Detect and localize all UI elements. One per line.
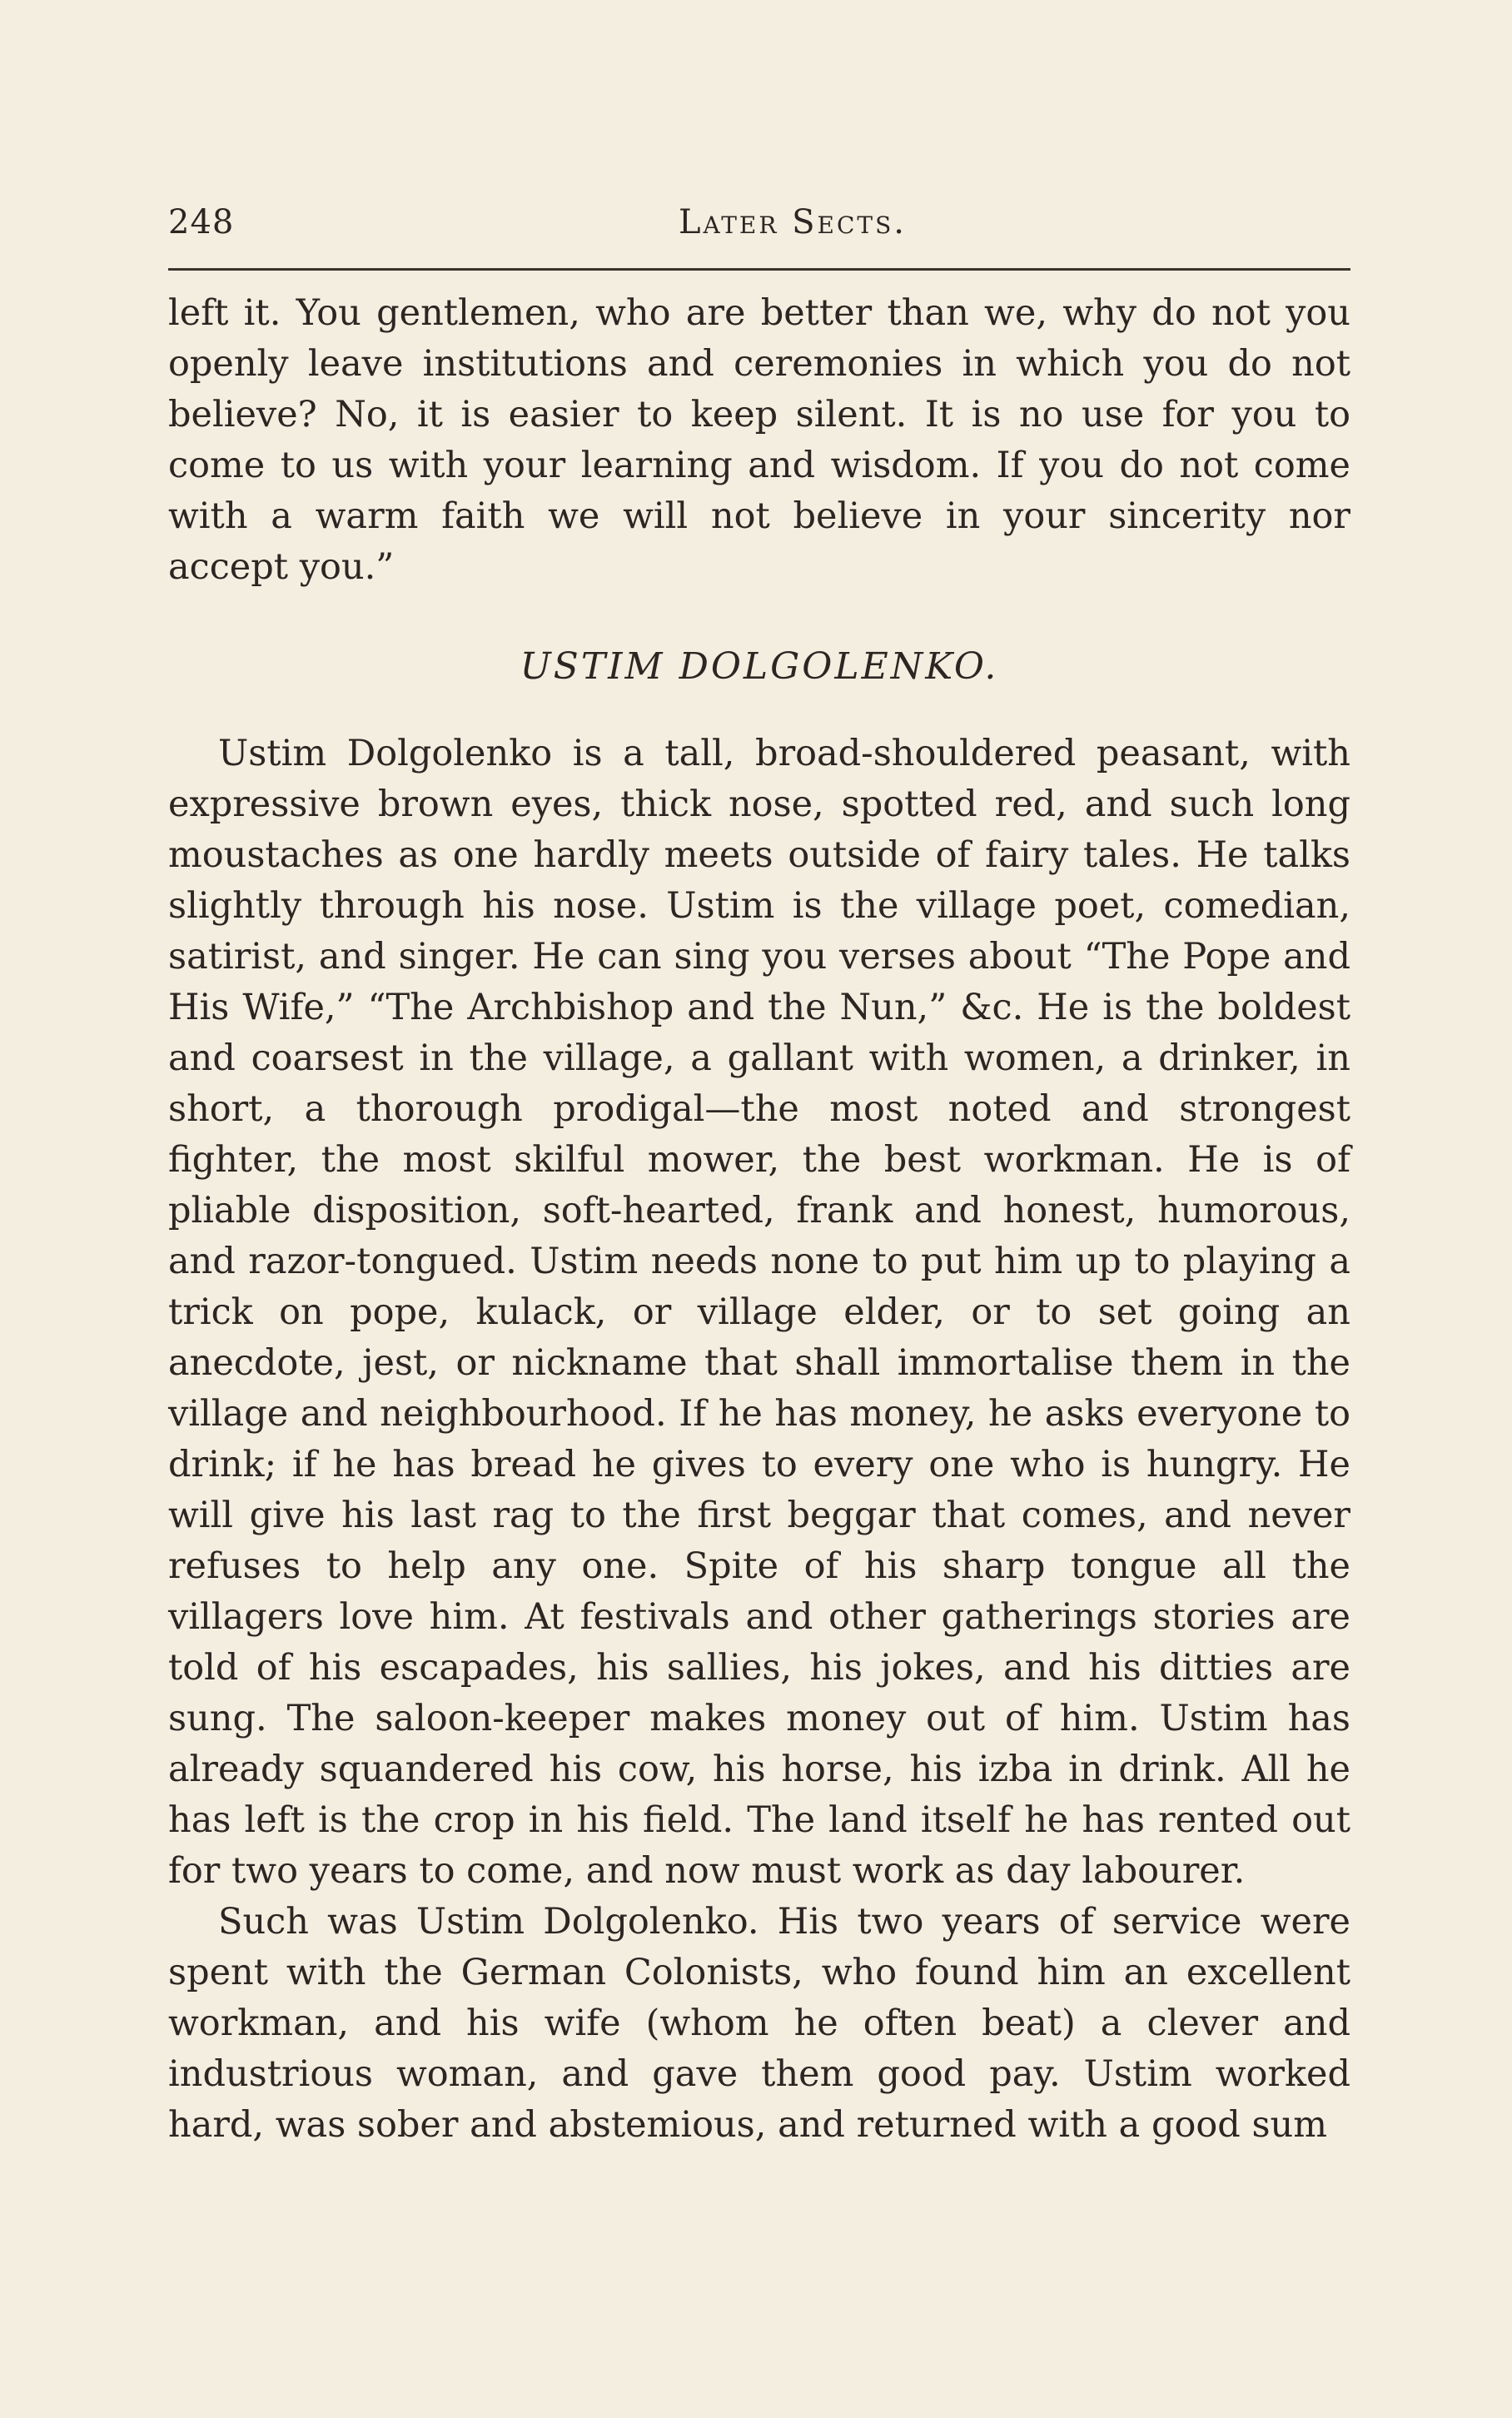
paragraph-ustim-service: Such was Ustim Dolgolenko. His two years of service were spent with the German Colonists, who found him an excellent workman, and his wife (whom he often beat) a clever and industrious woman, and gave them good pay. Ustim worked hard, was sober and abstemious, and returned with a good sum bbox=[168, 1901, 1350, 2146]
header-rule bbox=[168, 268, 1350, 271]
section-heading: USTIM DOLGOLENKO. bbox=[520, 645, 999, 688]
page-number: 248 bbox=[168, 203, 235, 241]
paragraph-ustim-description: Ustim Dolgolenko is a tall, broad-shouldered peasant, with expressive brown eyes, thick nose, spotted red, and such long moustaches as one hardly meets outside of fairy tales. He talks slightly through his nose. Ustim is the village poet, comedian, satirist, and singer. He can sing you verses about “The Pope and His Wife,” “The Archbishop and the Nun,” &c. He is the boldest and coarsest in the village, a gallant with women, a drinker, in short, a thorough prodigal—the most noted and strongest fighter, the most skilful mower, the best workman. He is of pliable disposition, soft-hearted, frank and honest, humorous, and razor-tongued. Ustim needs none to put him up to playing a trick on pope, kulack, or village elder, or to set going an anecdote, jest, or nickname that shall immortalise them in the village and neighbourhood. If he has money, he asks everyone to drink; if he has bread he gives to every one who is hungry. He will give his last rag to the first beggar that comes, and never refuses to help any one. Spite of his sharp tongue all the villagers love him. At festivals and other gatherings stories are told of his escapades, his sallies, his jokes, and his ditties are sung. The saloon-keeper makes money out of him. Ustim has already squandered his cow, his horse, his izba in drink. All he has left is the crop in his field. The land itself he has rented out for two years to come, and now must work as day labourer. bbox=[168, 733, 1350, 1892]
paragraph-continued: left it. You gentlemen, who are better than we, why do not you openly leave institutions and ceremonies in which you do not believe? No, it is easier to keep silent. It is no use for you to come to us with your learning and wisdom. If you do not come with a warm faith we will not believe in your sincerity nor accept you.” bbox=[168, 292, 1350, 588]
running-head bbox=[168, 203, 1350, 253]
running-title: Later Sects. bbox=[678, 203, 907, 241]
body-text bbox=[168, 288, 1350, 2151]
